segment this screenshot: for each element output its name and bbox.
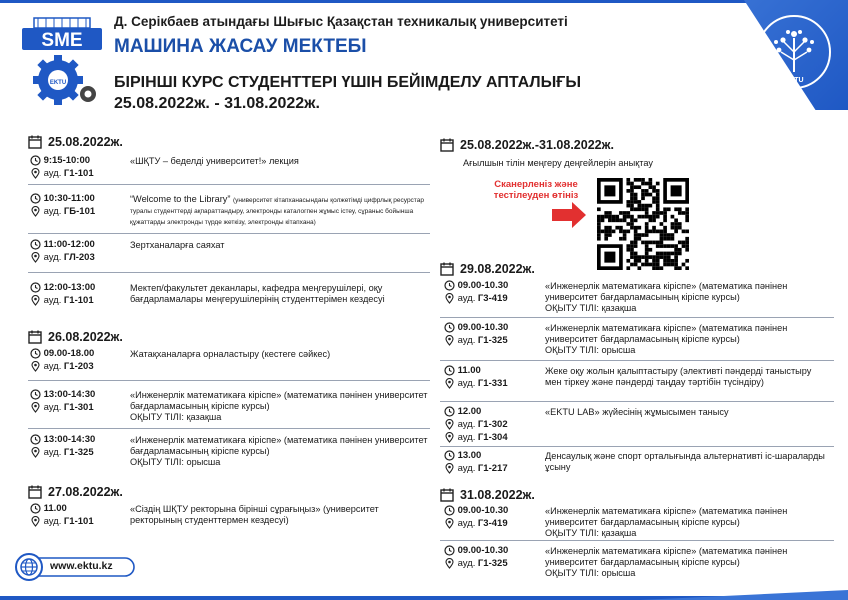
day-heading bbox=[440, 262, 535, 276]
room-prefix: ауд. bbox=[457, 558, 476, 569]
sme-logo-text: SME bbox=[41, 30, 83, 51]
entry-time: 12:00-13:00 bbox=[43, 282, 96, 293]
entry-language: ОҚЫТУ ТІЛІ: қазақша bbox=[545, 528, 637, 538]
room-number: Г1-302 bbox=[477, 419, 508, 430]
entry-title: «Инженерлік математикаға кіріспе» (математика пәнінен университет бағдарламасының кіріспе курсы) bbox=[545, 506, 788, 527]
room-number: Г1-101 bbox=[63, 295, 94, 306]
ektu-logo-text: EKTU bbox=[784, 77, 804, 84]
room-prefix: ауд. bbox=[43, 206, 62, 217]
clock-icon bbox=[444, 280, 455, 291]
entry-note: (университет кітапханасындағы қолжетімді цифрлық ресурстар туралы студенттерді ақпараттандыру, электронды каталогпен жұмыс істеу, сұраныс бойынша құжаттарды электронды түрде жеткізу, электронды кітапхана) bbox=[130, 197, 424, 226]
entry-time: 09.00-10.30 bbox=[457, 280, 509, 291]
entry-description bbox=[130, 194, 430, 227]
room-number: Г1-101 bbox=[63, 168, 94, 179]
location-icon bbox=[30, 168, 41, 179]
location-icon bbox=[30, 516, 41, 527]
room-prefix: ауд. bbox=[43, 361, 62, 372]
day-date: 27.08.2022ж. bbox=[48, 485, 123, 499]
location-icon bbox=[444, 293, 455, 304]
location-icon bbox=[444, 463, 455, 474]
divider bbox=[440, 446, 834, 447]
entry-time: 09.00-18.00 bbox=[43, 348, 95, 359]
scan-instruction: Сканерленіз және тестілеуден өтініз bbox=[493, 179, 579, 201]
day-heading bbox=[440, 138, 614, 152]
room-number: Г1-331 bbox=[477, 378, 508, 389]
location-icon bbox=[444, 378, 455, 389]
calendar-icon bbox=[28, 330, 42, 344]
entry-title: «Инженерлік математикаға кіріспе» (математика пәнінен университет бағдарламасының кіріспе курсы) bbox=[545, 281, 788, 302]
entry-description: Жатақханаларға орналастыру (кестеге сәйкес) bbox=[130, 349, 331, 359]
ektu-logo bbox=[754, 12, 834, 92]
entry-time: 9:15-10:00 bbox=[43, 155, 91, 166]
room-prefix: ауд. bbox=[457, 293, 476, 304]
day-date: 29.08.2022ж. bbox=[460, 262, 535, 276]
website-text: www.ektu.kz bbox=[50, 560, 113, 572]
room-number: ГБ-101 bbox=[63, 206, 96, 217]
clock-icon bbox=[30, 434, 41, 445]
divider bbox=[440, 401, 834, 402]
room-number: Г1-304 bbox=[477, 432, 508, 443]
room-prefix: ауд. bbox=[43, 252, 62, 263]
entry-title: «Инженерлік математикаға кіріспе» (математика пәнінен университет бағдарламасының кіріспе курсы) bbox=[545, 323, 788, 344]
room-prefix: ауд. bbox=[457, 518, 476, 529]
room-prefix: ауд. bbox=[43, 402, 62, 413]
english-test-description: Ағылшын тілін меңгеру деңгейлерін анықтау bbox=[463, 158, 653, 168]
room-number: Г1-301 bbox=[63, 402, 94, 413]
room-prefix: ауд. bbox=[457, 419, 476, 430]
entry-description: Зертханаларға саяхат bbox=[130, 240, 225, 250]
school-name: МАШИНА ЖАСАУ МЕКТЕБІ bbox=[114, 36, 367, 57]
entry-title: «Инженерлік математикаға кіріспе» (математика пәнінен университет бағдарламасының кіріспе курсы) bbox=[130, 390, 428, 411]
entry-description bbox=[130, 390, 430, 423]
room-number: Г1-325 bbox=[63, 447, 94, 458]
day-heading bbox=[28, 330, 123, 344]
location-icon bbox=[444, 335, 455, 346]
clock-icon bbox=[30, 239, 41, 250]
divider bbox=[440, 317, 834, 318]
day-date: 31.08.2022ж. bbox=[460, 488, 535, 502]
day-heading bbox=[28, 485, 123, 499]
entry-time: 13.00 bbox=[457, 450, 482, 461]
globe-icon bbox=[19, 557, 39, 577]
page-dates: 25.08.2022ж. - 31.08.2022ж. bbox=[114, 95, 320, 112]
entry-time: 09.00-10.30 bbox=[457, 322, 509, 333]
clock-icon bbox=[30, 193, 41, 204]
entry-time: 12.00 bbox=[457, 406, 482, 417]
clock-icon bbox=[30, 348, 41, 359]
entry-time: 09.00-10.30 bbox=[457, 545, 509, 556]
entry-language: ОҚЫТУ ТІЛІ: қазақша bbox=[130, 412, 222, 422]
entry-time: 13:00-14:30 bbox=[43, 434, 96, 445]
divider bbox=[28, 272, 430, 273]
clock-icon bbox=[444, 450, 455, 461]
divider bbox=[28, 233, 430, 234]
sme-logo bbox=[16, 14, 108, 112]
clock-icon bbox=[30, 282, 41, 293]
location-icon bbox=[444, 432, 455, 443]
room-number: Г1-217 bbox=[477, 463, 508, 474]
location-icon bbox=[30, 361, 41, 372]
clock-icon bbox=[30, 503, 41, 514]
entry-description: Денсаулық және спорт орталығында альтернативті іс-шараларды ұсыну bbox=[545, 451, 825, 472]
entry-description: Мектеп/факультет деканлары, кафедра меңгерушілері, оқу бағдарламалары меңгерушілерінің студенттерімен кездесуі bbox=[130, 283, 385, 304]
entry-time: 11.00 bbox=[43, 503, 67, 514]
calendar-icon bbox=[28, 485, 42, 499]
room-number: Г1-325 bbox=[477, 558, 508, 569]
entry-description: «Сіздің ШҚТУ ректорына бірінші сұрағыңыз» (университет ректорының студенттермен кездесуі) bbox=[130, 504, 379, 525]
page-title: БІРІНШІ КУРС СТУДЕНТТЕРІ ҮШІН БЕЙІМДЕЛУ АПТАЛЫҒЫ bbox=[114, 74, 581, 91]
divider bbox=[28, 428, 430, 429]
entry-description bbox=[545, 323, 825, 356]
entry-time: 13:00-14:30 bbox=[43, 389, 96, 400]
location-icon bbox=[444, 419, 455, 430]
top-stripe bbox=[0, 0, 848, 6]
qr-code[interactable] bbox=[597, 178, 689, 270]
room-prefix: ауд. bbox=[43, 168, 62, 179]
entry-language: ОҚЫТУ ТІЛІ: орысша bbox=[545, 568, 636, 578]
room-prefix: ауд. bbox=[457, 432, 476, 443]
room-prefix: ауд. bbox=[457, 378, 476, 389]
day-date: 25.08.2022ж. bbox=[48, 135, 123, 149]
divider bbox=[440, 540, 834, 541]
room-prefix: ауд. bbox=[43, 447, 62, 458]
entry-description: «EKTU LAB» жүйесінің жұмысымен танысу bbox=[545, 407, 729, 417]
room-number: Г3-419 bbox=[477, 293, 508, 304]
location-icon bbox=[30, 252, 41, 263]
divider bbox=[28, 184, 430, 185]
entry-description bbox=[545, 506, 825, 539]
day-heading bbox=[28, 135, 123, 149]
entry-title: «Инженерлік математикаға кіріспе» (математика пәнінен университет бағдарламасының кіріспе курсы) bbox=[545, 546, 788, 567]
room-number: Г1-325 bbox=[477, 335, 508, 346]
calendar-icon bbox=[28, 135, 42, 149]
location-icon bbox=[30, 402, 41, 413]
divider bbox=[440, 360, 834, 361]
entry-language: ОҚЫТУ ТІЛІ: орысша bbox=[545, 345, 636, 355]
day-date: 25.08.2022ж.-31.08.2022ж. bbox=[460, 138, 614, 152]
bottom-stripe bbox=[0, 590, 848, 600]
day-date: 26.08.2022ж. bbox=[48, 330, 123, 344]
entry-description bbox=[545, 281, 825, 314]
clock-icon bbox=[444, 322, 455, 333]
ektu-logo-year: 1958 bbox=[788, 84, 800, 89]
room-prefix: ауд. bbox=[43, 516, 62, 527]
entry-title: “Welcome to the Library” bbox=[130, 194, 231, 204]
location-icon bbox=[444, 558, 455, 569]
room-number: Г3-419 bbox=[477, 518, 508, 529]
clock-icon bbox=[444, 505, 455, 516]
room-prefix: ауд. bbox=[457, 335, 476, 346]
clock-icon bbox=[30, 389, 41, 400]
entry-time: 10:30-11:00 bbox=[43, 193, 95, 204]
day-heading bbox=[440, 488, 535, 502]
location-icon bbox=[30, 447, 41, 458]
clock-icon bbox=[444, 545, 455, 556]
clock-icon bbox=[444, 365, 455, 376]
clock-icon bbox=[30, 155, 41, 166]
room-prefix: ауд. bbox=[457, 463, 476, 474]
entry-title: «Инженерлік математикаға кіріспе» (математика пәнінен университет бағдарламасының кіріспе курсы) bbox=[130, 435, 428, 456]
entry-description bbox=[545, 546, 825, 579]
location-icon bbox=[30, 295, 41, 306]
location-icon bbox=[30, 206, 41, 217]
entry-language: ОҚЫТУ ТІЛІ: орысша bbox=[130, 457, 221, 467]
university-name: Д. Серікбаев атындағы Шығыс Қазақстан техникалық университеті bbox=[114, 14, 568, 29]
entry-time: 11.00 bbox=[457, 365, 481, 376]
calendar-icon bbox=[440, 138, 454, 152]
entry-description: «ШҚТУ – беделді университет!» лекция bbox=[130, 156, 299, 166]
room-number: Г1-203 bbox=[63, 361, 94, 372]
calendar-icon bbox=[440, 488, 454, 502]
room-prefix: ауд. bbox=[43, 295, 62, 306]
entry-description bbox=[130, 435, 430, 468]
sme-logo-sub: EKTU bbox=[49, 80, 67, 86]
location-icon bbox=[444, 518, 455, 529]
room-number: ГЛ-203 bbox=[63, 252, 95, 263]
entry-time: 11:00-12:00 bbox=[43, 239, 95, 250]
divider bbox=[28, 380, 430, 381]
room-number: Г1-101 bbox=[63, 516, 94, 527]
entry-time: 09.00-10.30 bbox=[457, 505, 509, 516]
entry-language: ОҚЫТУ ТІЛІ: қазақша bbox=[545, 303, 637, 313]
calendar-icon bbox=[440, 262, 454, 276]
clock-icon bbox=[444, 406, 455, 417]
arrow-right-icon bbox=[552, 202, 586, 228]
entry-description: Жеке оқу жолын қалыптастыру (элективті пәндерді таныстыру мен тіркеу және пәндерді таңдау тәртібін түсіндіру) bbox=[545, 366, 812, 387]
website-link[interactable] bbox=[14, 552, 138, 582]
